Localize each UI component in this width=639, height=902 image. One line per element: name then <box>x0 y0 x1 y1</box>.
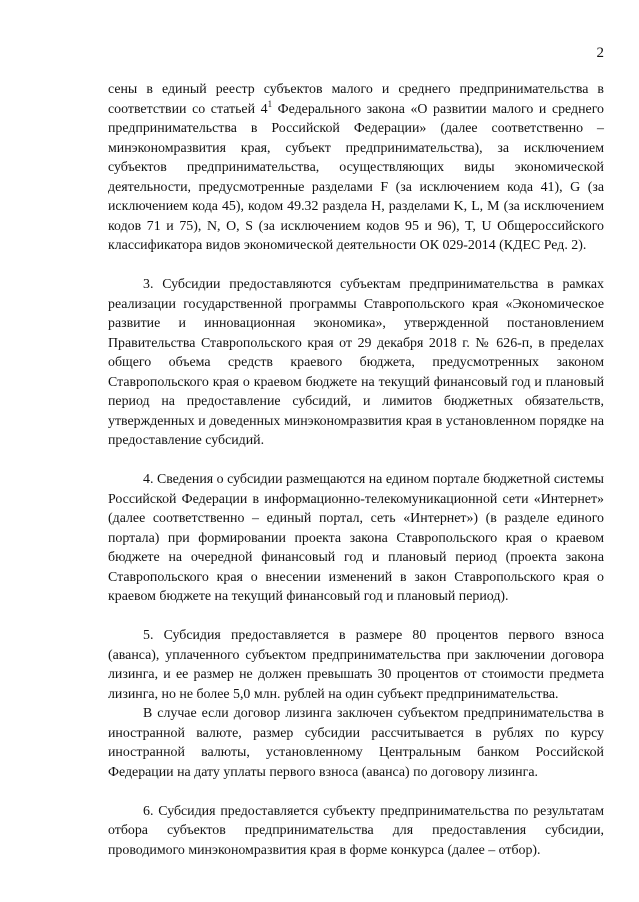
paragraph-text-cont: Федерального закона «О развитии малого и среднего предпринимательства в Российской Федерации» (далее соответственно – минэкономразвития края, субъект предпринимательства), за исключением субъектов предпринимательства, осуществляющих виды экономической деятельности, предусмотренные разделами F (за исключением кода 41), G (за исключением кода 45), кодом 49.32 раздела H, разделами K, L, M (за исключением кодов 71 и 75), N, O, S (за исключением кодов 95 и 96), T, U Общероссийского классификатора видов экономической деятельности ОК 029-2014 (КДЕС Ред. 2). <box>108 101 604 253</box>
paragraph-text: сены в единый реестр субъектов малого и среднего предпринимательства в соответствии со статьей 4 <box>108 82 604 117</box>
paragraph-3: 3. Субсидии предоставляются субъектам предпринимательства в рамках реализации государственной программы Ставропольского края «Экономическое развитие и инновационная экономика», утвержденной постановлением Правительства Ставропольского края от 29 декабря 2018 г. № 626-п, в пределах общего объема средств краевого бюджета, предусмотренных законом Ставропольского края о краевом бюджете на текущий финансовый год и плановый период на предоставление субсидий, и лимитов бюджетных обязательств, утвержденных и доведенных минэкономразвития края в установленном порядке на предоставление субсидий. <box>108 277 604 448</box>
paragraph-6: 6. Субсидия предоставляется субъекту предпринимательства по результатам отбора субъектов предпринимательства для предоставления субсидии, проводимого минэкономразвития края в форме конкурса (далее – отбор). <box>108 803 604 858</box>
superscript-article-number: 1 <box>267 98 273 109</box>
paragraph-4: 4. Сведения о субсидии размещаются на едином портале бюджетной системы Российской Федерации в информационно-телекомуникационной сети «Интернет» (далее соответственно – единый портал, сеть «Интернет») (в разделе единого портала) при формировании проекта закона Ставропольского края о краевом бюджете на очередной финансовый год и плановый период (проекта закона Ставропольского края о внесении изменений в закон Ставропольского края о краевом бюджете на текущий финансовый год и плановый период). <box>108 472 604 604</box>
page-number: 2 <box>596 45 604 61</box>
paragraph-5: 5. Субсидия предоставляется в размере 80 процентов первого взноса (аванса), уплаченного субъектом предпринимательства при заключении договора лизинга, и ее размер не должен превышать 30 процентов от стоимости предмета лизинга, но не более 5,0 млн. рублей на один субъект предпринимательства. <box>108 628 604 702</box>
paragraph-5-currency: В случае если договор лизинга заключен субъектом предпринимательства в иностранной валюте, размер субсидии рассчитывается в рублях по курсу иностранной валюты, установленному Центральным банком Российской Федерации на дату уплаты первого взноса (аванса) по договору лизинга. <box>108 706 604 780</box>
paragraph-continuation <box>108 80 604 256</box>
document-body <box>108 80 604 860</box>
